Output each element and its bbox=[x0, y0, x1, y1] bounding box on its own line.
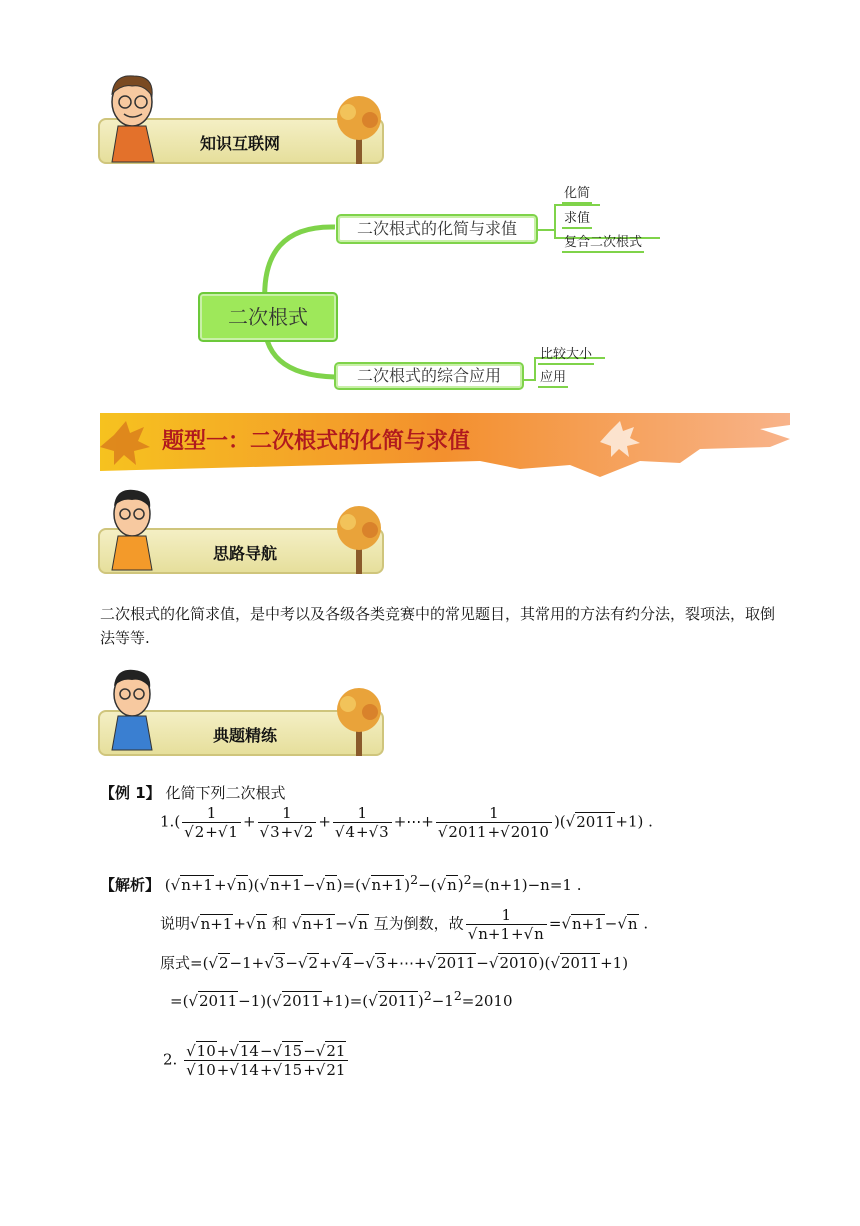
example-1-question-1: 1.( $\frac{1}{√2+√1}$ + $\frac{1}{√3+√2}$ + $\frac{1}{√4+√3}$ +⋯+ $\frac{1}{√2011+√2010}$ )(√2011+1) . bbox=[160, 804, 653, 841]
text-original-expression: 原式 bbox=[160, 954, 191, 972]
mindmap-leaf-evaluate: 求值 bbox=[562, 207, 592, 229]
autumn-tree-icon bbox=[330, 682, 390, 760]
example-1-heading bbox=[100, 782, 285, 803]
mindmap-leaf-application: 应用 bbox=[538, 366, 568, 388]
text-explain: 说明 bbox=[160, 914, 191, 933]
example-1-question-2: 2. $\frac{√10+√14-√15-√21}{√10+√14+√15+√21}$ bbox=[163, 1042, 350, 1079]
text-and: 和 bbox=[271, 914, 287, 933]
question-number: 1. bbox=[160, 812, 175, 831]
text-mutual-reciprocal: 互为倒数，故 bbox=[373, 914, 464, 933]
mindmap-branch-application: 二次根式的综合应用 bbox=[334, 362, 524, 390]
autumn-tree-icon bbox=[330, 500, 390, 578]
intro-paragraph: 二次根式的化简求值，是中考以及各级各类竞赛中的常见题目，其常用的方法有约分法，裂项法，取倒法等等. bbox=[100, 605, 776, 647]
mindmap-leaf-simplify: 化简 bbox=[562, 182, 592, 204]
question-number-2: 2. bbox=[163, 1050, 178, 1069]
mindmap-leaf-compare: 比较大小 bbox=[538, 343, 594, 365]
analysis-line-2: 说明√n+1+√n 和 √n+1−√n 互为倒数，故 $\frac{1}{√n+1+√n}$ =√n+1−√n . bbox=[160, 906, 649, 943]
analysis-label: 【解析】 bbox=[100, 876, 161, 894]
banner-title-examples: 典题精练 bbox=[213, 726, 278, 745]
banner-title-thinking: 思路导航 bbox=[213, 544, 278, 563]
analysis-line-1: 【解析】 $(√n+1+√n)(√n+1-√n)=(√n+1)^2-(√n)^2=(n+1)-n=1$ . bbox=[100, 872, 582, 894]
analysis-line-3: 原式=(√2−1+√3−√2+√4−√3+⋯+√2011−√2010)(√2011+1) bbox=[160, 954, 629, 972]
cartoon-student-icon bbox=[104, 666, 164, 752]
example-label: 【例 1】 bbox=[100, 784, 161, 802]
analysis-line-4: $=(√2011-1)(√2011+1)=(√2011)^2-1^2=2010$ bbox=[170, 988, 513, 1010]
mindmap-center-node: 二次根式 bbox=[198, 292, 338, 342]
mindmap-branch-simplify: 二次根式的化简与求值 bbox=[336, 214, 538, 244]
cartoon-teacher-icon bbox=[104, 72, 164, 164]
autumn-tree-icon bbox=[330, 90, 390, 168]
result-value: 2010 bbox=[474, 992, 513, 1010]
section-header-title: 题型一：二次根式的化简与求值 bbox=[162, 429, 471, 454]
cartoon-student-icon bbox=[104, 486, 164, 572]
example-prompt: 化简下列二次根式 bbox=[165, 784, 286, 802]
mindmap-leaf-nested-radical: 复合二次根式 bbox=[562, 231, 644, 253]
banner-title-knowledge: 知识互联网 bbox=[200, 134, 281, 153]
